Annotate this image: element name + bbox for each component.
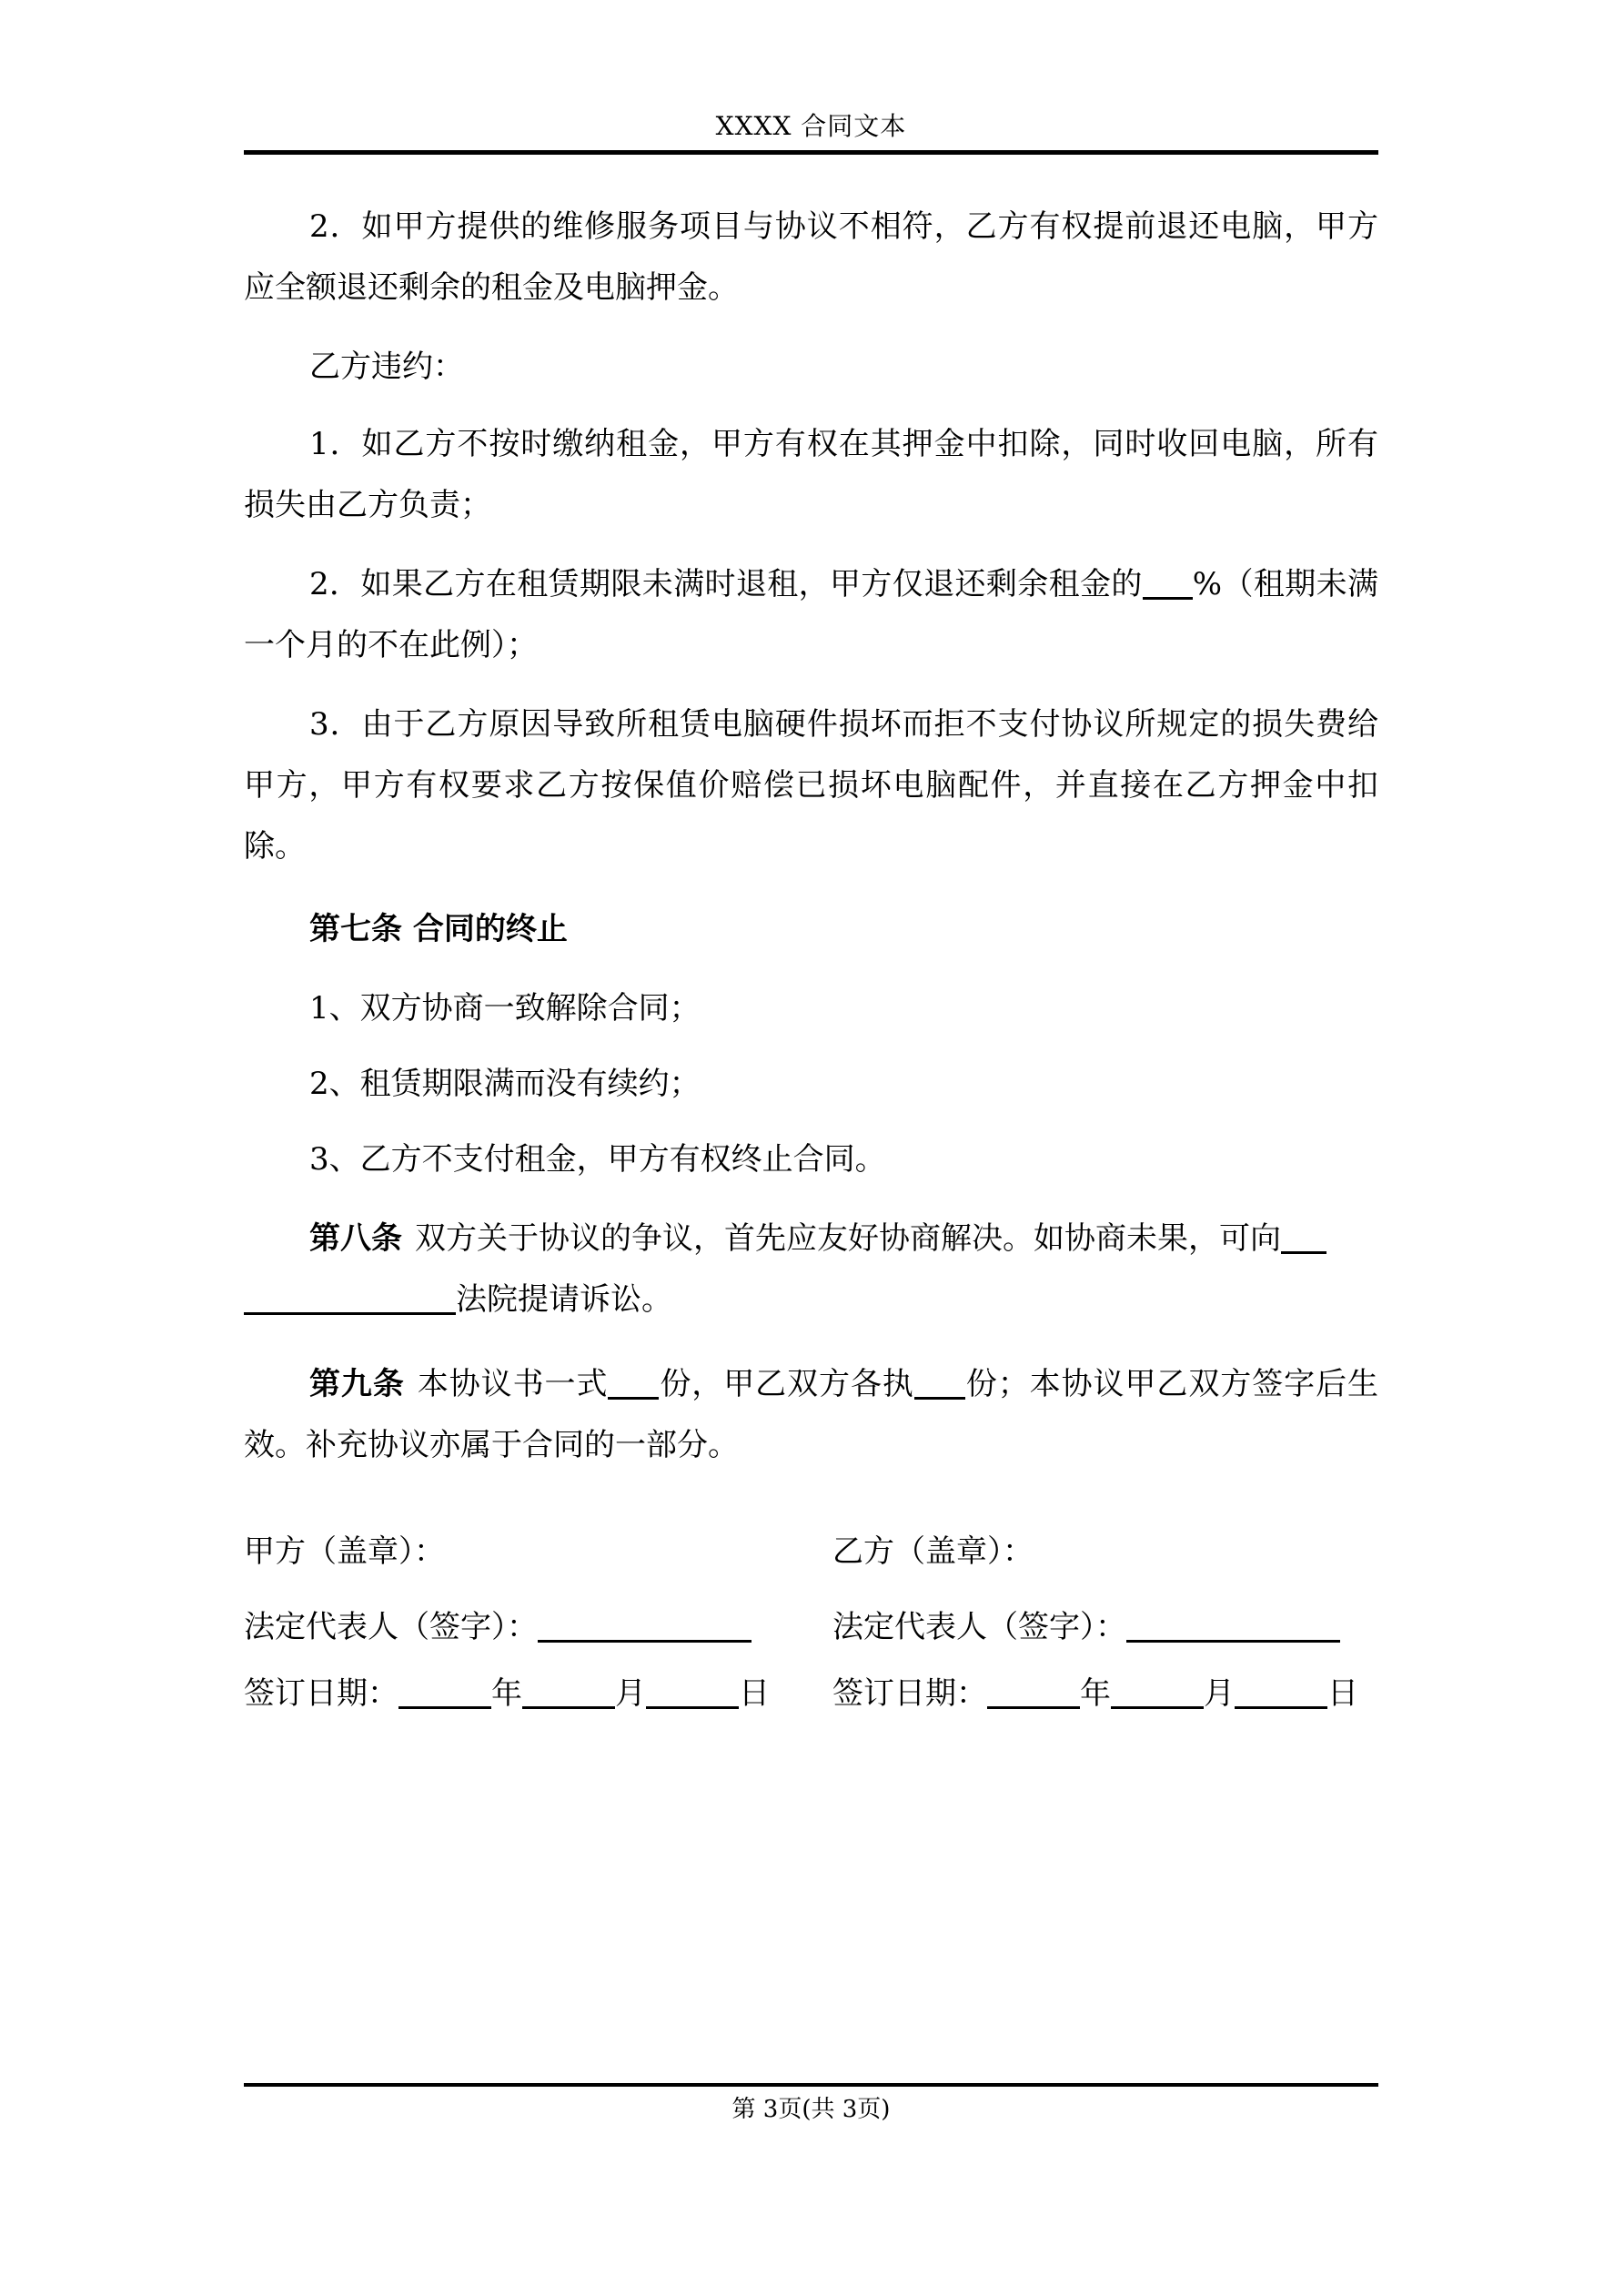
party-a-date-label: 签订日期： — [244, 1675, 398, 1712]
party-b-signature-column — [832, 1522, 1378, 1725]
party-a-month-label: 月 — [615, 1675, 646, 1712]
party-a-month-blank-field — [522, 1679, 615, 1709]
document-content — [244, 0, 1378, 1725]
party-a-year-label: 年 — [491, 1675, 522, 1712]
paragraph-refund: 2．如甲方提供的维修服务项目与协议不相符，乙方有权提前退还电脑，甲方应全额退还剩余的租金及电脑押金。 — [244, 208, 1378, 306]
article-9-text-seg3: 份；本协议甲乙双方签字后生效。补充协议亦属于合同的一部分。 — [244, 1366, 1379, 1463]
party-a-year-blank-field — [398, 1679, 491, 1709]
party-a-representative-row — [244, 1597, 832, 1658]
article-8-paragraph — [244, 1209, 1378, 1330]
article-8-text-post: 法院提请诉讼。 — [456, 1281, 672, 1318]
party-b-month-blank-field — [1111, 1679, 1204, 1709]
breach-item-2-text-post: %（租期未满一个月的不在此例）； — [244, 566, 1378, 663]
article-9-label: 第九条 — [309, 1366, 405, 1402]
footer-rule — [244, 2083, 1378, 2087]
breach-item-2 — [244, 554, 1378, 676]
party-a-day-blank-field — [646, 1679, 739, 1709]
party-a-seal-label: 甲方（盖章）： — [244, 1533, 445, 1570]
article-7-item-1: 1、双方协商一致解除合同； — [309, 990, 701, 1027]
party-a-date-row — [244, 1664, 832, 1725]
party-b-year-label: 年 — [1080, 1675, 1111, 1712]
party-b-signature-blank-field — [1126, 1613, 1340, 1643]
article-7-item-3: 3、乙方不支付租金，甲方有权终止合同。 — [309, 1141, 886, 1178]
header-rule — [244, 150, 1378, 155]
breach-item-1: 1．如乙方不按时缴纳租金，甲方有权在其押金中扣除，同时收回电脑，所有损失由乙方负责； — [244, 426, 1378, 523]
copies-total-blank-field — [608, 1370, 659, 1400]
breach-heading: 乙方违约： — [309, 349, 464, 385]
party-b-day-label: 日 — [1327, 1675, 1358, 1712]
breach-item-2-text-pre: 2．如果乙方在租赁期限未满时退租，甲方仅退还剩余租金的 — [309, 566, 1143, 602]
court-name-blank-line1 — [1281, 1224, 1326, 1254]
party-b-date-row — [832, 1664, 1378, 1725]
party-a-day-label: 日 — [739, 1675, 770, 1712]
copies-each-blank-field — [914, 1370, 965, 1400]
court-name-blank-line2 — [244, 1285, 456, 1315]
party-b-day-blank-field — [1235, 1679, 1327, 1709]
article-8-label: 第八条 — [309, 1220, 402, 1257]
article-7-item-2: 2、租赁期限满而没有续约； — [309, 1066, 701, 1102]
percent-blank-field — [1143, 570, 1193, 600]
article-9-text-seg2: 份，甲乙双方各执 — [659, 1366, 914, 1402]
article-7-title: 第七条 合同的终止 — [309, 911, 568, 947]
party-a-signature-column — [244, 1522, 832, 1725]
page-number: 第 3页(共 3页) — [731, 2096, 891, 2123]
party-a-rep-label: 法定代表人（签字）： — [244, 1609, 538, 1645]
party-b-month-label: 月 — [1204, 1675, 1235, 1712]
document-header-title: XXXX 合同文本 — [715, 111, 907, 141]
article-9-paragraph — [244, 1354, 1378, 1476]
breach-item-3: 3．由于乙方原因导致所租赁电脑硬件损坏而拒不支付协议所规定的损失费给甲方，甲方有权要求乙方按保值价赔偿已损坏电脑配件，并直接在乙方押金中扣除。 — [244, 706, 1378, 865]
party-b-date-label: 签订日期： — [832, 1675, 987, 1712]
party-a-signature-blank-field — [538, 1613, 751, 1643]
article-9-text-seg1: 本协议书一式 — [417, 1366, 609, 1402]
party-b-seal-label: 乙方（盖章）： — [832, 1533, 1034, 1570]
party-b-year-blank-field — [987, 1679, 1080, 1709]
document-footer — [244, 2083, 1378, 2123]
party-b-representative-row — [832, 1597, 1378, 1658]
article-8-text-pre: 双方关于协议的争议，首先应友好协商解决。如协商未果，可向 — [415, 1220, 1281, 1257]
signature-block — [244, 1522, 1378, 1725]
party-b-rep-label: 法定代表人（签字）： — [832, 1609, 1126, 1645]
